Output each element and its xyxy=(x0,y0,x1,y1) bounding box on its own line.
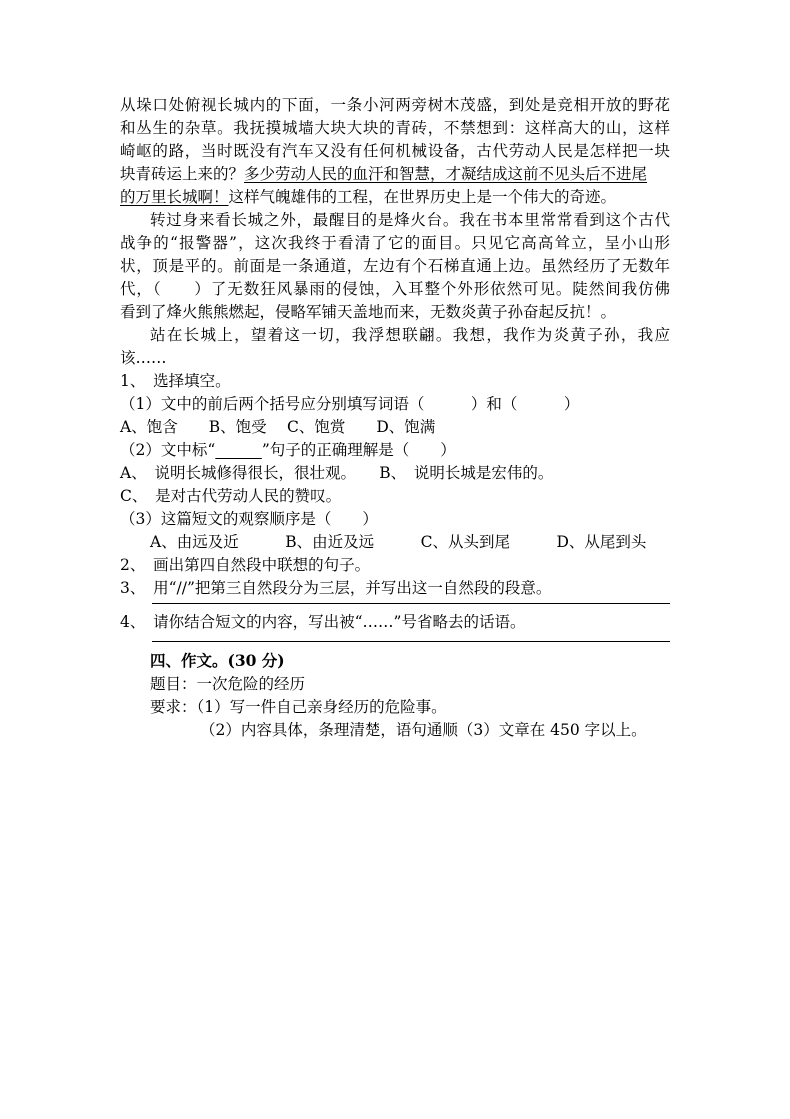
passage-line-10: 看到了烽火熊熊燃起，侵略军铺天盖地而来，无数炎黄子孙奋起反抗！。 xyxy=(120,303,617,321)
essay-title: 一次危险的经历 xyxy=(196,675,306,693)
question-1-3: （3）这篇短文的观察顺序是（ ） xyxy=(120,510,378,528)
question-1-1: （1）文中的前后两个括号应分别填写词语（ ）和（ ） xyxy=(120,395,580,413)
essay-requirement-2: （2）内容具体，条理清楚，语句通顺（3）文章在 450 字以上。 xyxy=(200,721,647,739)
question-4: 4、 请你结合短文的内容，写出被“……”号省略去的话语。 xyxy=(120,613,526,631)
question-3: 3、 用“//”把第三自然段分为三层，并写出这一自然段的段意。 xyxy=(120,579,552,597)
question-1-1-options: A、饱含 B、饱受 C、饱赏 D、饱满 xyxy=(120,418,436,436)
passage-line-2: 和丛生的杂草。我抚摸城墙大块大块的青砖，不禁想到：这样高大的山，这样 xyxy=(120,119,670,137)
question-1: 1、 选择填空。 xyxy=(120,372,231,390)
passage-line-1: 从垛口处俯视长城内的下面，一条小河两旁树木茂盛，到处是竞相开放的野花 xyxy=(120,96,670,114)
passage-line-9: 代，（ ）了无数狂风暴雨的侵蚀，入耳整个外形依然可见。陡然间我仿佛 xyxy=(120,280,670,298)
essay-requirement-row xyxy=(150,696,447,718)
passage-line-7: 战争的“报警器”，这次我终于看清了它的面目。只见它高高耸立，呈小山形 xyxy=(120,234,670,252)
passage-line-11: 站在长城上，望着这一切，我浮想联翩。我想，我作为炎黄子孙，我应 xyxy=(150,326,670,344)
question-text: （2）文中标“ xyxy=(120,441,216,459)
passage-line-6: 转过身来看长城之外，最醒目的是烽火台。我在书本里常常看到这个古代 xyxy=(150,211,670,229)
question-1-2-option-c: C、 是对古代劳动人民的赞叹。 xyxy=(120,487,342,505)
underline-marker xyxy=(215,441,262,459)
essay-heading: 四、作文。(30 分) xyxy=(150,651,285,670)
underlined-sentence: 多少劳动人民的血汗和智慧，才凝结成这前不见头后不进尾 xyxy=(244,165,648,183)
passage-line-4 xyxy=(120,163,647,185)
underlined-sentence-end: 的万里长城啊！ xyxy=(120,188,229,206)
passage-line-3: 崎岖的路，当时既没有汽车又没有任何机械设备，古代劳动人民是怎样把一块 xyxy=(120,142,670,160)
answer-line-4 xyxy=(152,641,670,642)
passage-line-5 xyxy=(120,186,616,208)
question-1-2-options-ab: A、 说明长城修得很长，很壮观。 B、 说明长城是宏伟的。 xyxy=(120,464,554,482)
essay-requirement-1: （1）写一件自己亲身经历的危险事。 xyxy=(196,698,447,716)
question-2: 2、 画出第四自然段中联想的句子。 xyxy=(120,556,371,574)
passage-text: 块青砖运上来的？ xyxy=(120,165,245,183)
question-text: ”句子的正确理解是（ ） xyxy=(261,441,456,459)
essay-title-label: 题目： xyxy=(150,675,197,693)
answer-line-3 xyxy=(152,603,670,604)
passage-line-8: 状，顶是平的。前面是一条通道，左边有个石梯直通上边。虽然经历了无数年 xyxy=(120,257,670,275)
question-1-2 xyxy=(120,439,456,461)
passage-line-12: 该…… xyxy=(120,349,167,367)
question-1-3-options: A、由远及近 B、由近及远 C、从头到尾 D、从尾到头 xyxy=(150,533,647,551)
essay-requirement-label: 要求： xyxy=(150,698,197,716)
passage-text: 这样气魄雄伟的工程，在世界历史上是一个伟大的奇迹。 xyxy=(228,188,617,206)
essay-title-row xyxy=(150,673,305,695)
